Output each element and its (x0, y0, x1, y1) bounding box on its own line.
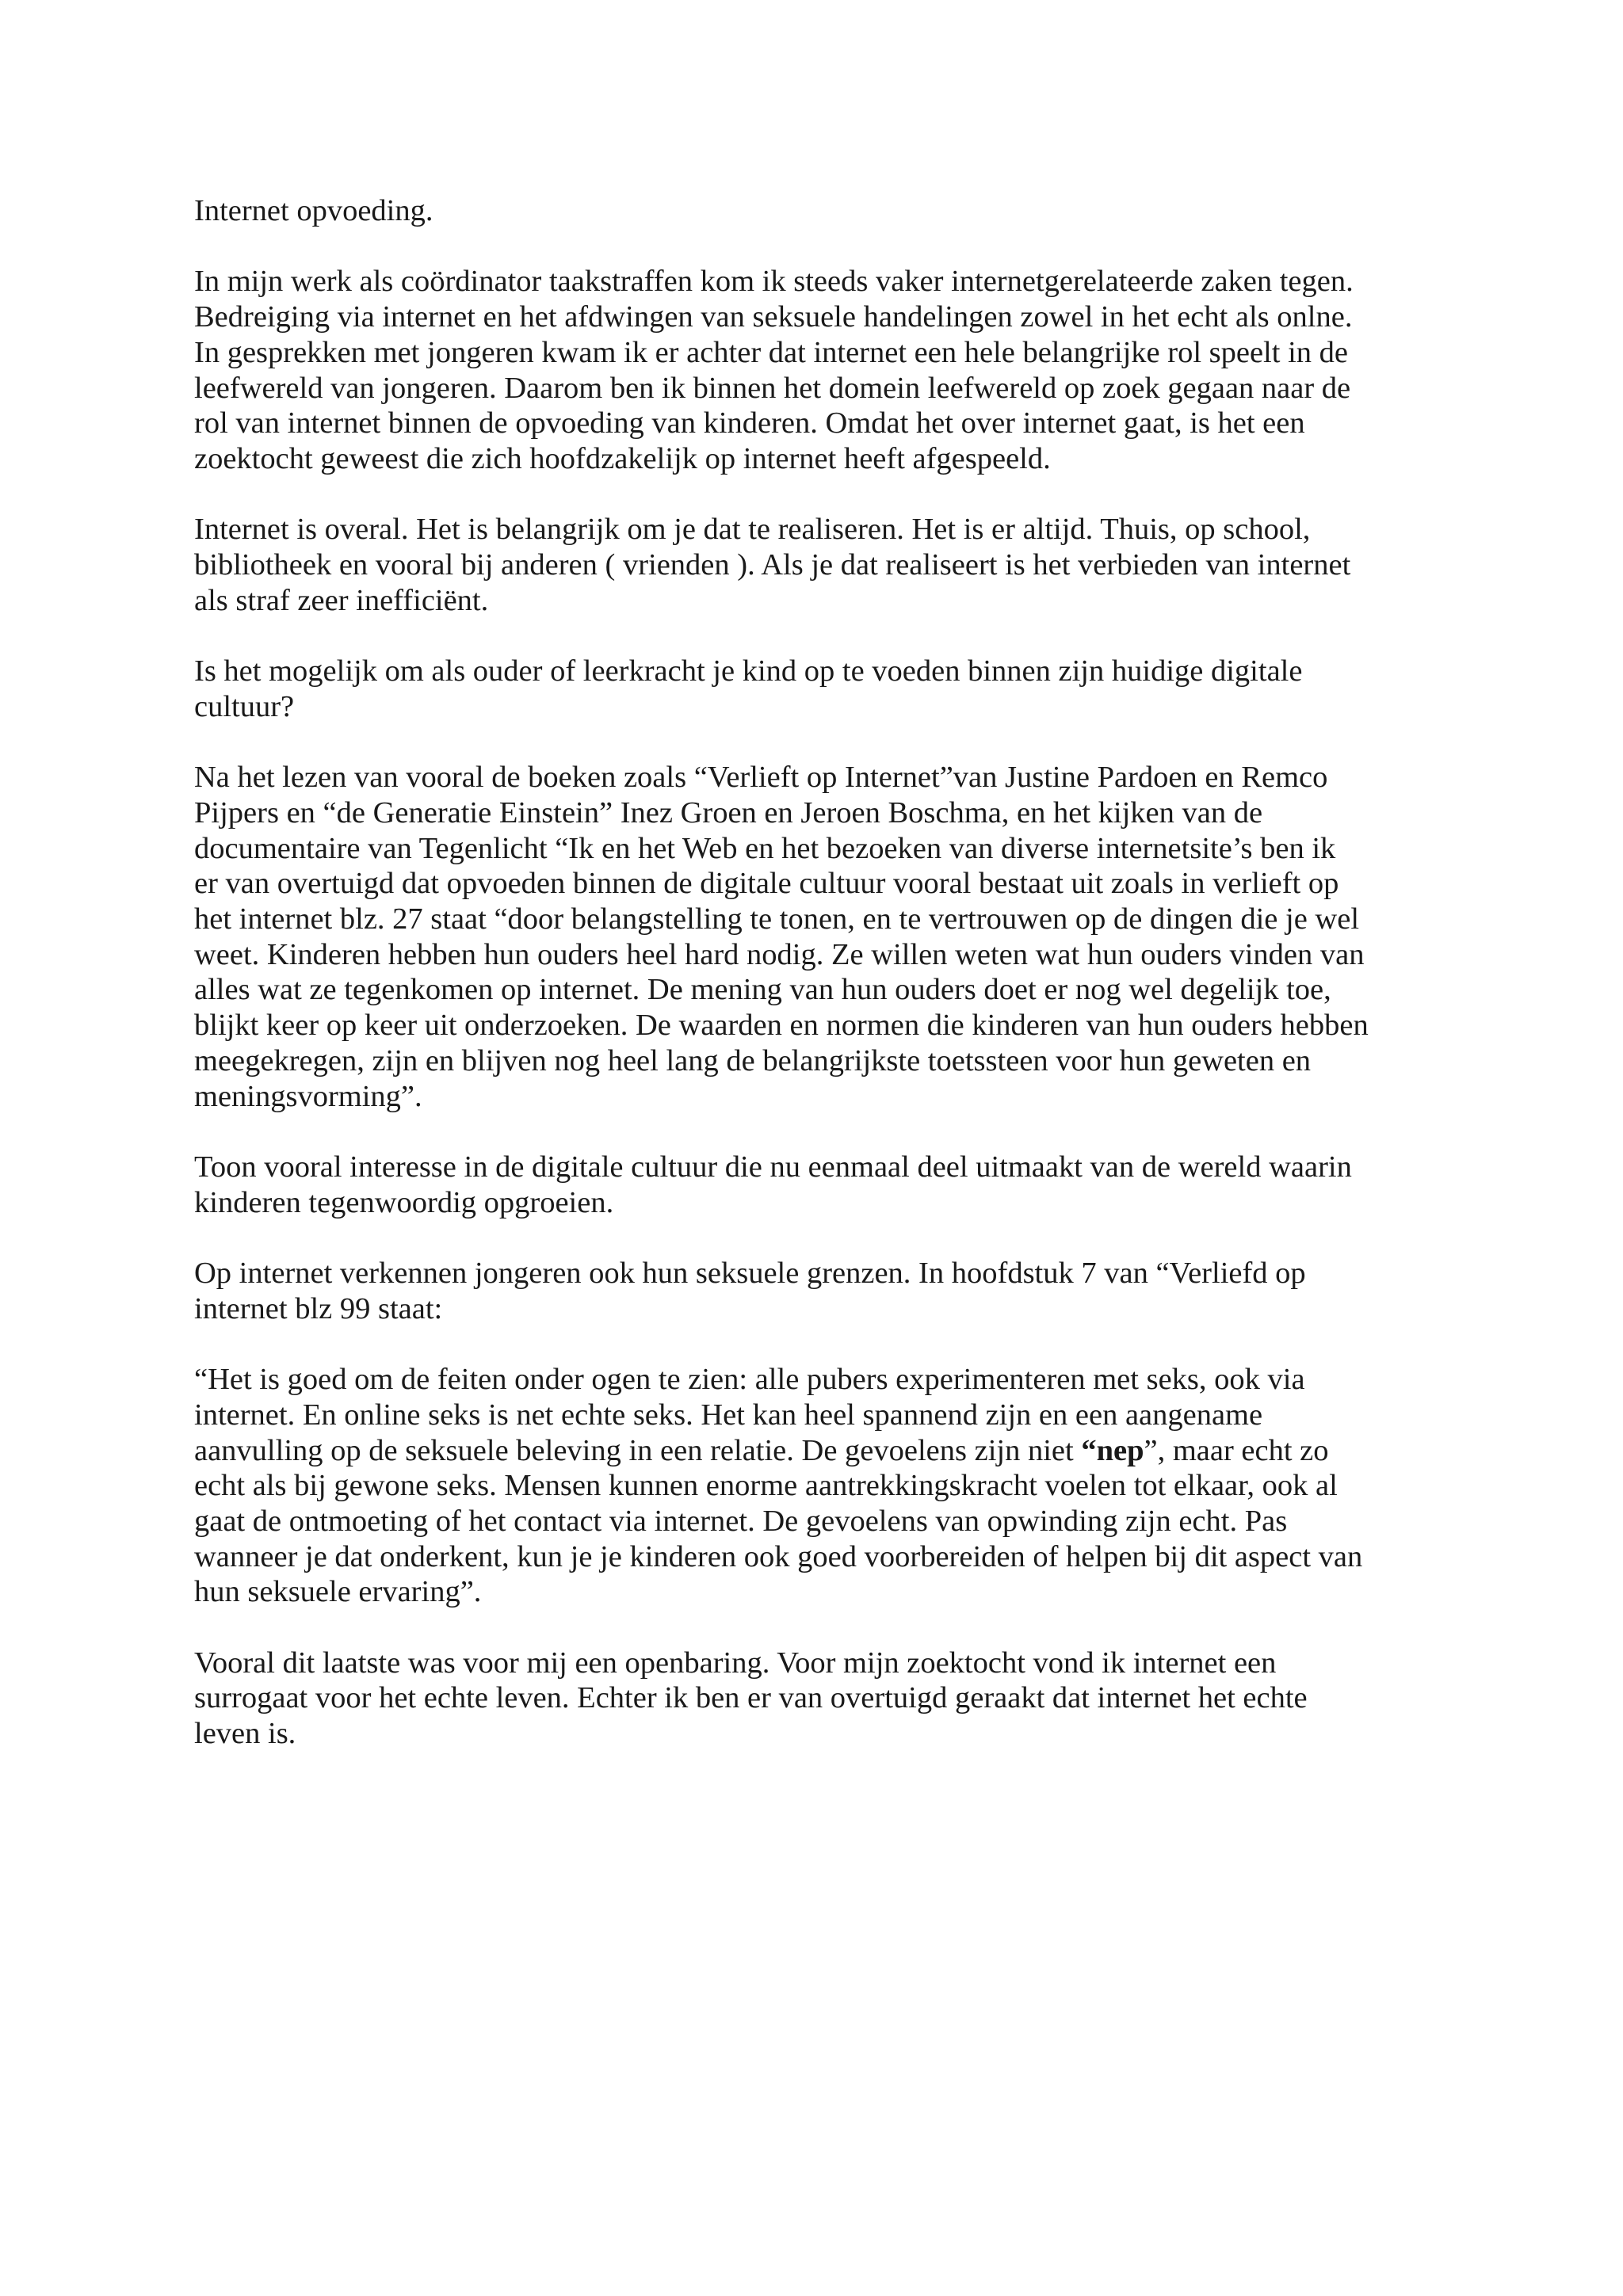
text-line: In gesprekken met jongeren kwam ik er achter dat internet een hele belangrijke rol speelt in de (194, 335, 1348, 369)
bold-word-nep: “nep (1081, 1433, 1144, 1467)
text-line: Na het lezen van vooral de boeken zoals “Verlieft op Internet”van Justine Pardoen en Remco (194, 761, 1328, 795)
text-line: In mijn werk als coördinator taakstraffen kom ik steeds vaker internetgerelateerde zaken tegen. (194, 265, 1354, 299)
text-line: meegekregen, zijn en blijven nog heel lang de belangrijkste toetssteen voor hun geweten en (194, 1043, 1312, 1077)
text-line: internet blz 99 staat: (194, 1291, 443, 1325)
text-line: rol van internet binnen de opvoeding van kinderen. Omdat het over internet gaat, is het een (194, 406, 1305, 441)
text-line: “Het is goed om de feiten onder ogen te zien: alle pubers experimenteren met seks, ook via (194, 1363, 1305, 1397)
text-line: documentaire van Tegenlicht “Ik en het Web en het bezoeken van diverse internetsite’s ben ik (194, 831, 1336, 865)
text-line: wanneer je dat onderkent, kun je je kinderen ook goed voorbereiden of helpen bij dit aspect van (194, 1539, 1363, 1573)
text-line: bibliotheek en vooral bij anderen ( vrienden ). Als je dat realiseert is het verbieden van internet (194, 548, 1351, 582)
text-line: er van overtuigd dat opvoeden binnen de digitale cultuur vooral bestaat uit zoals in verlieft op (194, 867, 1339, 901)
text-line: Bedreiging via internet en het afdwingen van seksuele handelingen zowel in het echt als onlne. (194, 300, 1353, 334)
text-line: blijkt keer op keer uit onderzoeken. De waarden en normen die kinderen van hun ouders hebben (194, 1009, 1369, 1043)
text-line: Internet is overal. Het is belangrijk om je dat te realiseren. Het is er altijd. Thuis, op school, (194, 513, 1311, 547)
text-line: zoektocht geweest die zich hoofdzakelijk op internet heeft afgespeeld. (194, 441, 1051, 475)
text-line: alles wat ze tegenkomen op internet. De mening van hun ouders doet er nog wel degelijk toe, (194, 973, 1331, 1007)
paragraph-6 (194, 1256, 1454, 1326)
text-line: kinderen tegenwoordig opgroeien. (194, 1185, 614, 1219)
paragraph-5 (194, 1150, 1454, 1220)
document-body (194, 193, 1454, 1787)
text-segment: aanvulling op de seksuele beleving in een relatie. De gevoelens zijn niet (194, 1433, 1082, 1467)
paragraph-4 (194, 760, 1454, 1114)
text-line: Vooral dit laatste was voor mij een openbaring. Voor mijn zoektocht vond ik internet een (194, 1646, 1277, 1680)
document-title: Internet opvoeding. (194, 194, 433, 227)
text-line: Op internet verkennen jongeren ook hun seksuele grenzen. In hoofdstuk 7 van “Verliefd op (194, 1257, 1306, 1290)
text-line: cultuur? (194, 689, 295, 723)
text-line: Is het mogelijk om als ouder of leerkracht je kind op te voeden binnen zijn huidige digitale (194, 654, 1303, 688)
paragraph-1 (194, 264, 1454, 476)
text-line: Pijpers en “de Generatie Einstein” Inez Groen en Jeroen Boschma, en het kijken van de (194, 795, 1263, 830)
text-line: meningsvorming”. (194, 1079, 422, 1113)
paragraph-3 (194, 654, 1454, 724)
text-line: als straf zeer inefficiënt. (194, 583, 489, 617)
text-segment: ”, maar echt zo (1144, 1433, 1329, 1467)
text-line: gaat de ontmoeting of het contact via internet. De gevoelens van opwinding zijn echt. Pas (194, 1504, 1288, 1538)
text-line: het internet blz. 27 staat “door belangstelling te tonen, en te vertrouwen op de dingen die je wel (194, 902, 1360, 936)
text-line: weet. Kinderen hebben hun ouders heel hard nodig. Ze willen weten wat hun ouders vinden van (194, 937, 1365, 971)
text-line: internet. En online seks is net echte seks. Het kan heel spannend zijn en een aangename (194, 1398, 1263, 1432)
text-line: surrogaat voor het echte leven. Echter ik ben er van overtuigd geraakt dat internet het echte (194, 1681, 1308, 1715)
text-line: leven is. (194, 1717, 296, 1751)
text-line-with-bold (194, 1433, 1454, 1469)
text-line: leefwereld van jongeren. Daarom ben ik binnen het domein leefwereld op zoek gegaan naar de (194, 371, 1351, 405)
paragraph-8 (194, 1646, 1454, 1752)
text-line: Toon vooral interesse in de digitale cultuur die nu eenmaal deel uitmaakt van de wereld waarin (194, 1150, 1352, 1184)
paragraph-2 (194, 512, 1454, 618)
paragraph-7-quote (194, 1362, 1454, 1610)
text-line: hun seksuele ervaring”. (194, 1575, 482, 1609)
text-line: echt als bij gewone seks. Mensen kunnen enorme aantrekkingskracht voelen tot elkaar, ook al (194, 1469, 1338, 1503)
